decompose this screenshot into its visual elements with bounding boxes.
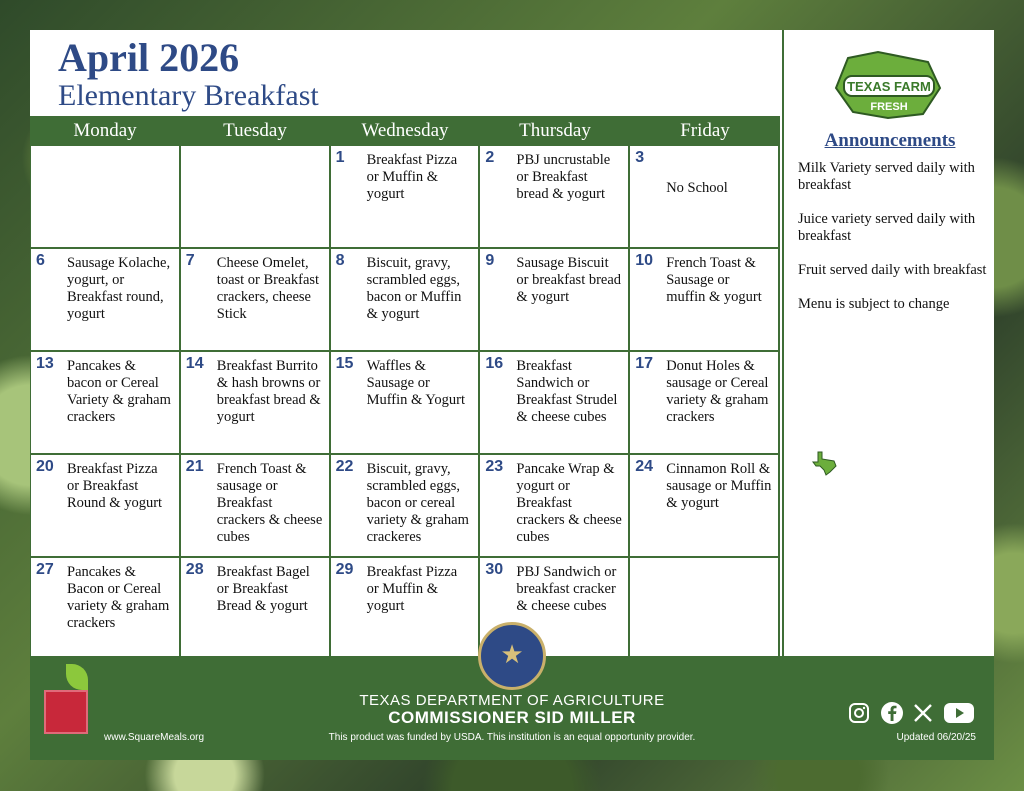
day-cell <box>181 352 331 453</box>
instagram-icon[interactable] <box>846 700 872 726</box>
day-menu: Pancakes & Bacon or Cereal variety & graham crackers <box>67 564 170 631</box>
department-name: TEXAS DEPARTMENT OF AGRICULTURE <box>359 692 665 709</box>
day-menu: Breakfast Pizza or Muffin & yogurt <box>366 152 458 202</box>
day-cell <box>480 455 630 556</box>
weekday-monday: Monday <box>73 120 137 141</box>
weekday-header <box>30 116 780 146</box>
day-number: 22 <box>335 458 354 475</box>
day-menu: Biscuit, gravy, scrambled eggs, bacon or cereal variety & graham crackeres <box>366 461 469 545</box>
announcement-item: Menu is subject to change <box>798 296 950 312</box>
day-cell <box>630 146 780 247</box>
week-row <box>31 146 780 249</box>
announcements-list <box>798 160 988 330</box>
week-row <box>31 352 780 455</box>
day-number: 1 <box>335 149 345 166</box>
day-cell <box>331 455 481 556</box>
week-row <box>31 249 780 352</box>
day-cell <box>31 558 181 659</box>
youtube-icon[interactable] <box>942 700 976 726</box>
day-number: 23 <box>485 458 504 475</box>
day-number: 2 <box>485 149 495 166</box>
day-menu: Pancakes & bacon or Cereal Variety & graham crackers <box>67 358 171 425</box>
day-menu: French Toast & Sausage or muffin & yogurt <box>666 255 762 305</box>
day-cell <box>31 455 181 556</box>
day-menu: Waffles & Sausage or Muffin & Yogurt <box>366 358 466 408</box>
tda-seal-icon: ★ <box>478 622 546 690</box>
day-number: 29 <box>335 561 354 578</box>
day-cell <box>331 146 481 247</box>
page-title <box>58 36 319 112</box>
day-number: 16 <box>485 355 504 372</box>
day-menu: Breakfast Sandwich or Breakfast Strudel & cheese cubes <box>516 358 618 425</box>
day-cell <box>31 249 181 350</box>
menu-subtitle: Elementary Breakfast <box>58 79 319 112</box>
weekday-friday: Friday <box>680 120 730 141</box>
day-cell <box>331 352 481 453</box>
announcement-item: Juice variety served daily with breakfast <box>798 211 976 244</box>
day-menu: Breakfast Burrito & hash browns or breakfast bread & yogurt <box>216 358 321 425</box>
day-cell <box>181 558 331 659</box>
day-number: 21 <box>185 458 204 475</box>
weekday-tuesday: Tuesday <box>223 120 287 141</box>
announcement-item: Fruit served daily with breakfast <box>798 262 987 278</box>
updated-date: Updated 06/20/25 <box>896 732 976 743</box>
day-number: 14 <box>185 355 204 372</box>
commissioner-name: COMMISSIONER SID MILLER <box>388 708 636 727</box>
month-title: April 2026 <box>58 35 240 80</box>
announcements-title: Announcements <box>824 130 956 151</box>
day-number: 9 <box>485 252 495 269</box>
day-number: 8 <box>335 252 345 269</box>
footer <box>30 639 994 760</box>
leaf-icon <box>66 664 88 690</box>
day-cell <box>480 146 630 247</box>
day-number: 27 <box>36 561 54 578</box>
day-menu: PBJ uncrustable or Breakfast bread & yogurt <box>516 152 611 202</box>
website-link[interactable]: www.SquareMeals.org <box>104 732 205 743</box>
texas-farm-fresh-logo <box>828 48 948 122</box>
day-cell <box>480 249 630 350</box>
day-cell <box>630 249 780 350</box>
x-icon[interactable] <box>910 700 936 726</box>
weekday-wednesday: Wednesday <box>361 120 449 141</box>
day-menu: Donut Holes & sausage or Cereal variety & graham crackers <box>666 358 769 425</box>
calendar-weeks <box>30 146 780 661</box>
week-row <box>31 455 780 558</box>
day-number: 17 <box>635 355 653 372</box>
day-number: 10 <box>635 252 653 269</box>
day-menu: Pancake Wrap & yogurt or Breakfast crackers & cheese cubes <box>516 461 622 545</box>
day-cell <box>480 352 630 453</box>
calendar-card <box>30 30 994 760</box>
day-number: 6 <box>36 252 45 269</box>
day-menu: French Toast & sausage or Breakfast crackers & cheese cubes <box>216 461 323 545</box>
day-cell <box>181 146 331 247</box>
day-number: 13 <box>36 355 54 372</box>
day-number: 28 <box>185 561 204 578</box>
day-menu: Breakfast Pizza or Breakfast Round & yogurt <box>67 461 163 511</box>
funding-statement: This product was funded by USDA. This institution is an equal opportunity provider. <box>328 732 696 743</box>
day-cell <box>331 558 481 659</box>
calendar-grid <box>30 116 780 661</box>
day-menu: Cinnamon Roll & sausage or Muffin & yogurt <box>666 461 772 511</box>
sidebar <box>782 30 996 656</box>
day-cell <box>630 455 780 556</box>
facebook-icon[interactable] <box>879 700 905 726</box>
announcement-item: Milk Variety served daily with breakfast <box>798 160 975 193</box>
texas-state-icon <box>812 450 838 476</box>
logo-text: TEXAS FARM <box>847 79 931 94</box>
day-menu: Sausage Biscuit or breakfast bread & yogurt <box>516 255 622 305</box>
week-row <box>31 558 780 661</box>
day-number: 3 <box>635 149 645 166</box>
svg-text:FRESH: FRESH <box>870 101 908 113</box>
day-cell <box>31 352 181 453</box>
day-number: 7 <box>185 252 195 269</box>
day-number: 15 <box>335 355 354 372</box>
day-menu: Breakfast Bagel or Breakfast Bread & yogurt <box>216 564 310 614</box>
day-menu: PBJ Sandwich or breakfast cracker & cheese cubes <box>516 564 617 614</box>
day-menu: Breakfast Pizza or Muffin & yogurt <box>366 564 458 614</box>
day-cell <box>630 352 780 453</box>
day-menu: No School <box>666 180 728 196</box>
day-menu: Biscuit, gravy, scrambled eggs, bacon or Muffin & yogurt <box>366 255 462 322</box>
day-cell <box>630 558 780 659</box>
day-cell <box>181 249 331 350</box>
day-cell <box>331 249 481 350</box>
day-number: 24 <box>635 458 653 475</box>
day-menu: Cheese Omelet, toast or Breakfast crackers, cheese Stick <box>216 255 320 322</box>
day-menu: Sausage Kolache, yogurt, or Breakfast round, yogurt <box>67 255 171 322</box>
day-number: 20 <box>36 458 54 475</box>
day-cell <box>31 146 181 247</box>
day-cell <box>181 455 331 556</box>
weekday-thursday: Thursday <box>519 120 591 141</box>
day-number: 30 <box>485 561 504 578</box>
